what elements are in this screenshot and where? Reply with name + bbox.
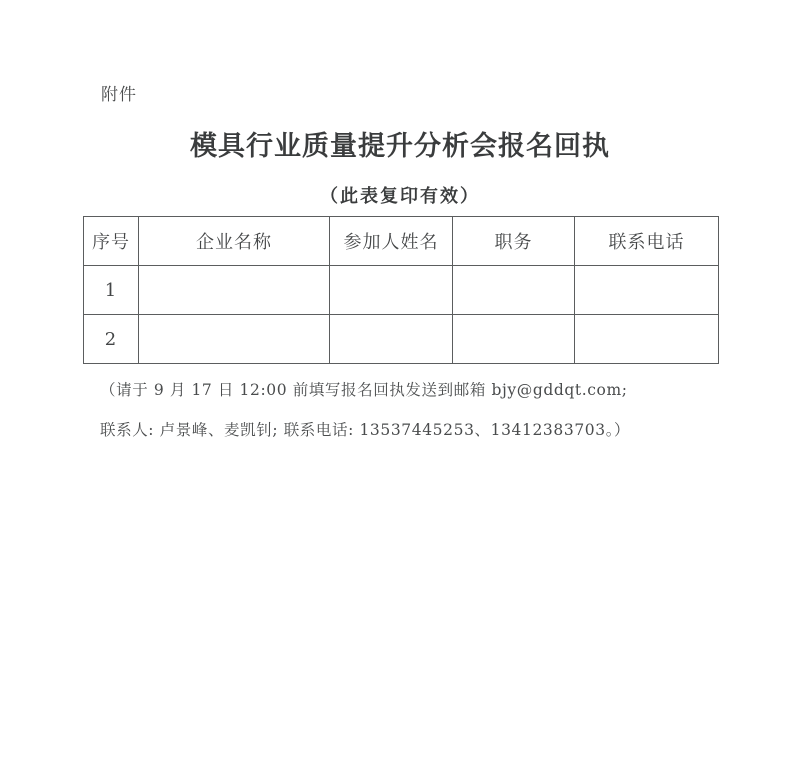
header-company-name: 企业名称 [139, 217, 330, 266]
cell-phone[interactable] [575, 266, 719, 315]
cell-participant-name[interactable] [330, 315, 453, 364]
header-index: 序号 [84, 217, 139, 266]
registration-table [83, 216, 719, 364]
cell-company-name[interactable] [139, 315, 330, 364]
cell-index: 2 [84, 315, 139, 364]
cell-index: 1 [84, 266, 139, 315]
header-position: 职务 [453, 217, 575, 266]
note-contacts: 联系人: 卢景峰、麦凯钊; 联系电话: 13537445253、13412383703。） [100, 421, 631, 439]
note-deadline: （请于 9 月 17 日 12:00 前填写报名回执发送到邮箱 bjy@gddqt.com; [100, 381, 628, 399]
header-phone: 联系电话 [575, 217, 719, 266]
header-participant-name: 参加人姓名 [330, 217, 453, 266]
document-subtitle: （此表复印有效） [320, 186, 480, 207]
table-row [84, 315, 719, 364]
cell-participant-name[interactable] [330, 266, 453, 315]
cell-company-name[interactable] [139, 266, 330, 315]
cell-phone[interactable] [575, 315, 719, 364]
document-title: 模具行业质量提升分析会报名回执 [190, 131, 610, 162]
table-row [84, 266, 719, 315]
cell-position[interactable] [453, 315, 575, 364]
cell-position[interactable] [453, 266, 575, 315]
attachment-label: 附件 [101, 85, 137, 105]
table-header-row [84, 217, 719, 266]
